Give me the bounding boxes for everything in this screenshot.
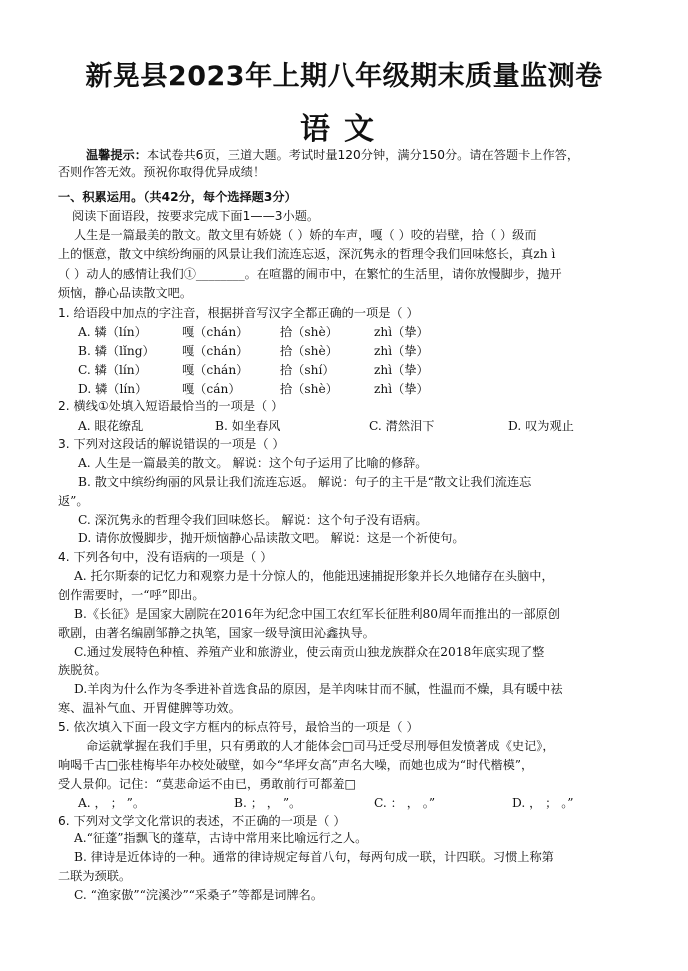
question-line: 族脱贫。: [58, 663, 107, 677]
question-line: C.通过发展特色种植、养殖产业和旅游业，使云南贡山独龙族群众在2018年底实现了整: [74, 645, 545, 659]
question-line: A.“征蓬”指飘飞的蓬草，古诗中常用来比喻远行之人。: [74, 831, 368, 845]
question-line: A. 托尔斯泰的记忆力和观察力是十分惊人的，他能迅速捕捉形象并长久地储存在头脑中，: [74, 569, 554, 583]
question-4: 4. 下列各句中，没有语病的一项是（ ）: [58, 550, 273, 564]
passage-line: 烦恼，静心品读散文吧。: [58, 286, 193, 300]
option-cell: B. 辚（lǐng）: [78, 344, 155, 358]
question-line: C. “渔家傲”“浣溪沙”“采桑子”等都是词牌名。: [74, 888, 324, 902]
option-cell: zhì（挚）: [374, 344, 429, 358]
section-instruction: 阅读下面语段，按要求完成下面1——3小题。: [72, 209, 320, 223]
option-cell: 嘎（chán）: [182, 344, 249, 358]
option-cell: 嘎（chán）: [182, 325, 249, 339]
option-cell: A. 眼花缭乱: [78, 419, 144, 433]
option-cell: zhì（挚）: [374, 325, 429, 339]
option-row: [78, 418, 574, 434]
option-cell: A. ， ； ”。: [78, 796, 146, 810]
question-line: 受人景仰。记住：“莫悲命运不由已，勇敢前行可都羞□: [58, 777, 357, 791]
option-cell: zhì（挚）: [374, 363, 429, 377]
question-5: 5. 依次填入下面一段文字方框内的标点符号，最恰当的一项是（ ）: [58, 720, 419, 734]
option-row: [78, 381, 429, 397]
question-line: 创作需要时，一“呼”即出。: [58, 588, 205, 602]
option-cell: 拾（shí）: [280, 363, 335, 377]
question-line: 响喝千古□张桂梅毕年办校处破壁，如今“华坪女高”声名大噪，而她也成为“时代楷模”，: [58, 758, 534, 772]
question-line: 歌剧，由著名编剧邹静之执笔，国家一级导演田沁鑫执导。: [58, 626, 375, 640]
question-line: C. 深沉隽永的哲理令我们回味悠长。 解说：这个句子没有语病。: [78, 513, 428, 527]
option-cell: 嘎（cán）: [182, 382, 241, 396]
option-cell: D. ， ； 。”: [512, 796, 574, 810]
notice-label: 温馨提示：: [86, 148, 147, 162]
question-line: B. 散文中缤纷绚丽的风景让我们流连忘返。 解说：句子的主干是“散文让我们流连忘: [78, 475, 532, 489]
passage-line: 上的惬意，散文中缤纷绚丽的风景让我们流连忘返，深沉隽永的哲理令我们回味悠长，真zh ì: [58, 247, 556, 261]
question-1: 1. 给语段中加点的字注音，根据拼音写汉字全都正确的一项是（ ）: [58, 306, 419, 320]
question-3: 3. 下列对这段话的解说错误的一项是（ ）: [58, 437, 285, 451]
option-cell: zhì（挚）: [374, 382, 429, 396]
option-row: [78, 343, 429, 359]
question-line: B. 律诗是近体诗的一种。通常的律诗规定每首八句，每两句成一联，计四联。习惯上称第: [74, 850, 554, 864]
notice-line-2: 否则作答无效。预祝你取得优异成绩！: [58, 165, 266, 179]
option-row: [78, 795, 574, 811]
option-cell: B. 如坐春风: [215, 419, 281, 433]
option-cell: B. ； ， ”。: [234, 796, 302, 810]
option-row: [78, 324, 429, 340]
option-cell: A. 辚（lín）: [78, 325, 147, 339]
question-2: 2. 横线①处填入短语最恰当的一项是（ ）: [58, 399, 284, 413]
question-6: 6. 下列对文学文化常识的表述，不正确的一项是（ ）: [58, 814, 346, 828]
question-line: 二联为颈联。: [58, 869, 132, 883]
question-line: B.《长征》是国家大剧院在2016年为纪念中国工农红军长征胜利80周年而推出的一部原创: [74, 607, 560, 621]
notice-text-1: 本试卷共6页，三道大题。考试时量120分钟，满分150分。请在答题卡上作答，: [146, 148, 580, 162]
passage-line: 人生是一篇最美的散文。散文里有娇娆（ ）娇的车声，嘎（ ）咬的岩壁，拾（ ）级而: [74, 228, 537, 242]
option-cell: 拾（shè）: [280, 325, 338, 339]
option-cell: C. 辚（lín）: [78, 363, 147, 377]
question-line: D.羊肉为什么作为冬季进补首选食品的原因，是羊肉味甘而不腻，性温而不燥，具有暖中祛: [74, 682, 563, 696]
passage-line: （ ）动人的感情让我们①________。在喧嚣的闹市中，在繁忙的生活里，请你放慢脚步，抛开: [58, 267, 562, 281]
question-line: 返”。: [58, 494, 89, 508]
option-cell: 拾（shè）: [280, 382, 338, 396]
question-line: D. 请你放慢脚步，抛开烦恼静心品读散文吧。 解说：这是一个祈使句。: [78, 531, 465, 545]
option-cell: C. ： ， 。”: [374, 796, 436, 810]
exam-title: 新晃县2023年上期八年级期末质量监测卷: [85, 61, 603, 92]
option-cell: D. 辚（lín）: [78, 382, 148, 396]
subject-title: 语文: [300, 112, 388, 147]
section-heading: 一、积累运用。（共42分，每个选择题3分）: [58, 190, 297, 204]
option-cell: C. 潸然泪下: [369, 419, 435, 433]
option-row: [78, 362, 429, 378]
question-line: A. 人生是一篇最美的散文。 解说：这个句子运用了比喻的修辞。: [78, 456, 428, 470]
option-cell: 嘎（chán）: [182, 363, 249, 377]
option-cell: D. 叹为观止: [508, 419, 574, 433]
option-cell: 拾（shè）: [280, 344, 338, 358]
question-line: 寒、温补气血、开胃健脾等功效。: [58, 701, 241, 715]
question-line: 命运就掌握在我们手里，只有勇敢的人才能体会□司马迁受尽刑辱但发愤著成《史记》，: [86, 739, 555, 753]
notice-line-1: [86, 147, 579, 163]
